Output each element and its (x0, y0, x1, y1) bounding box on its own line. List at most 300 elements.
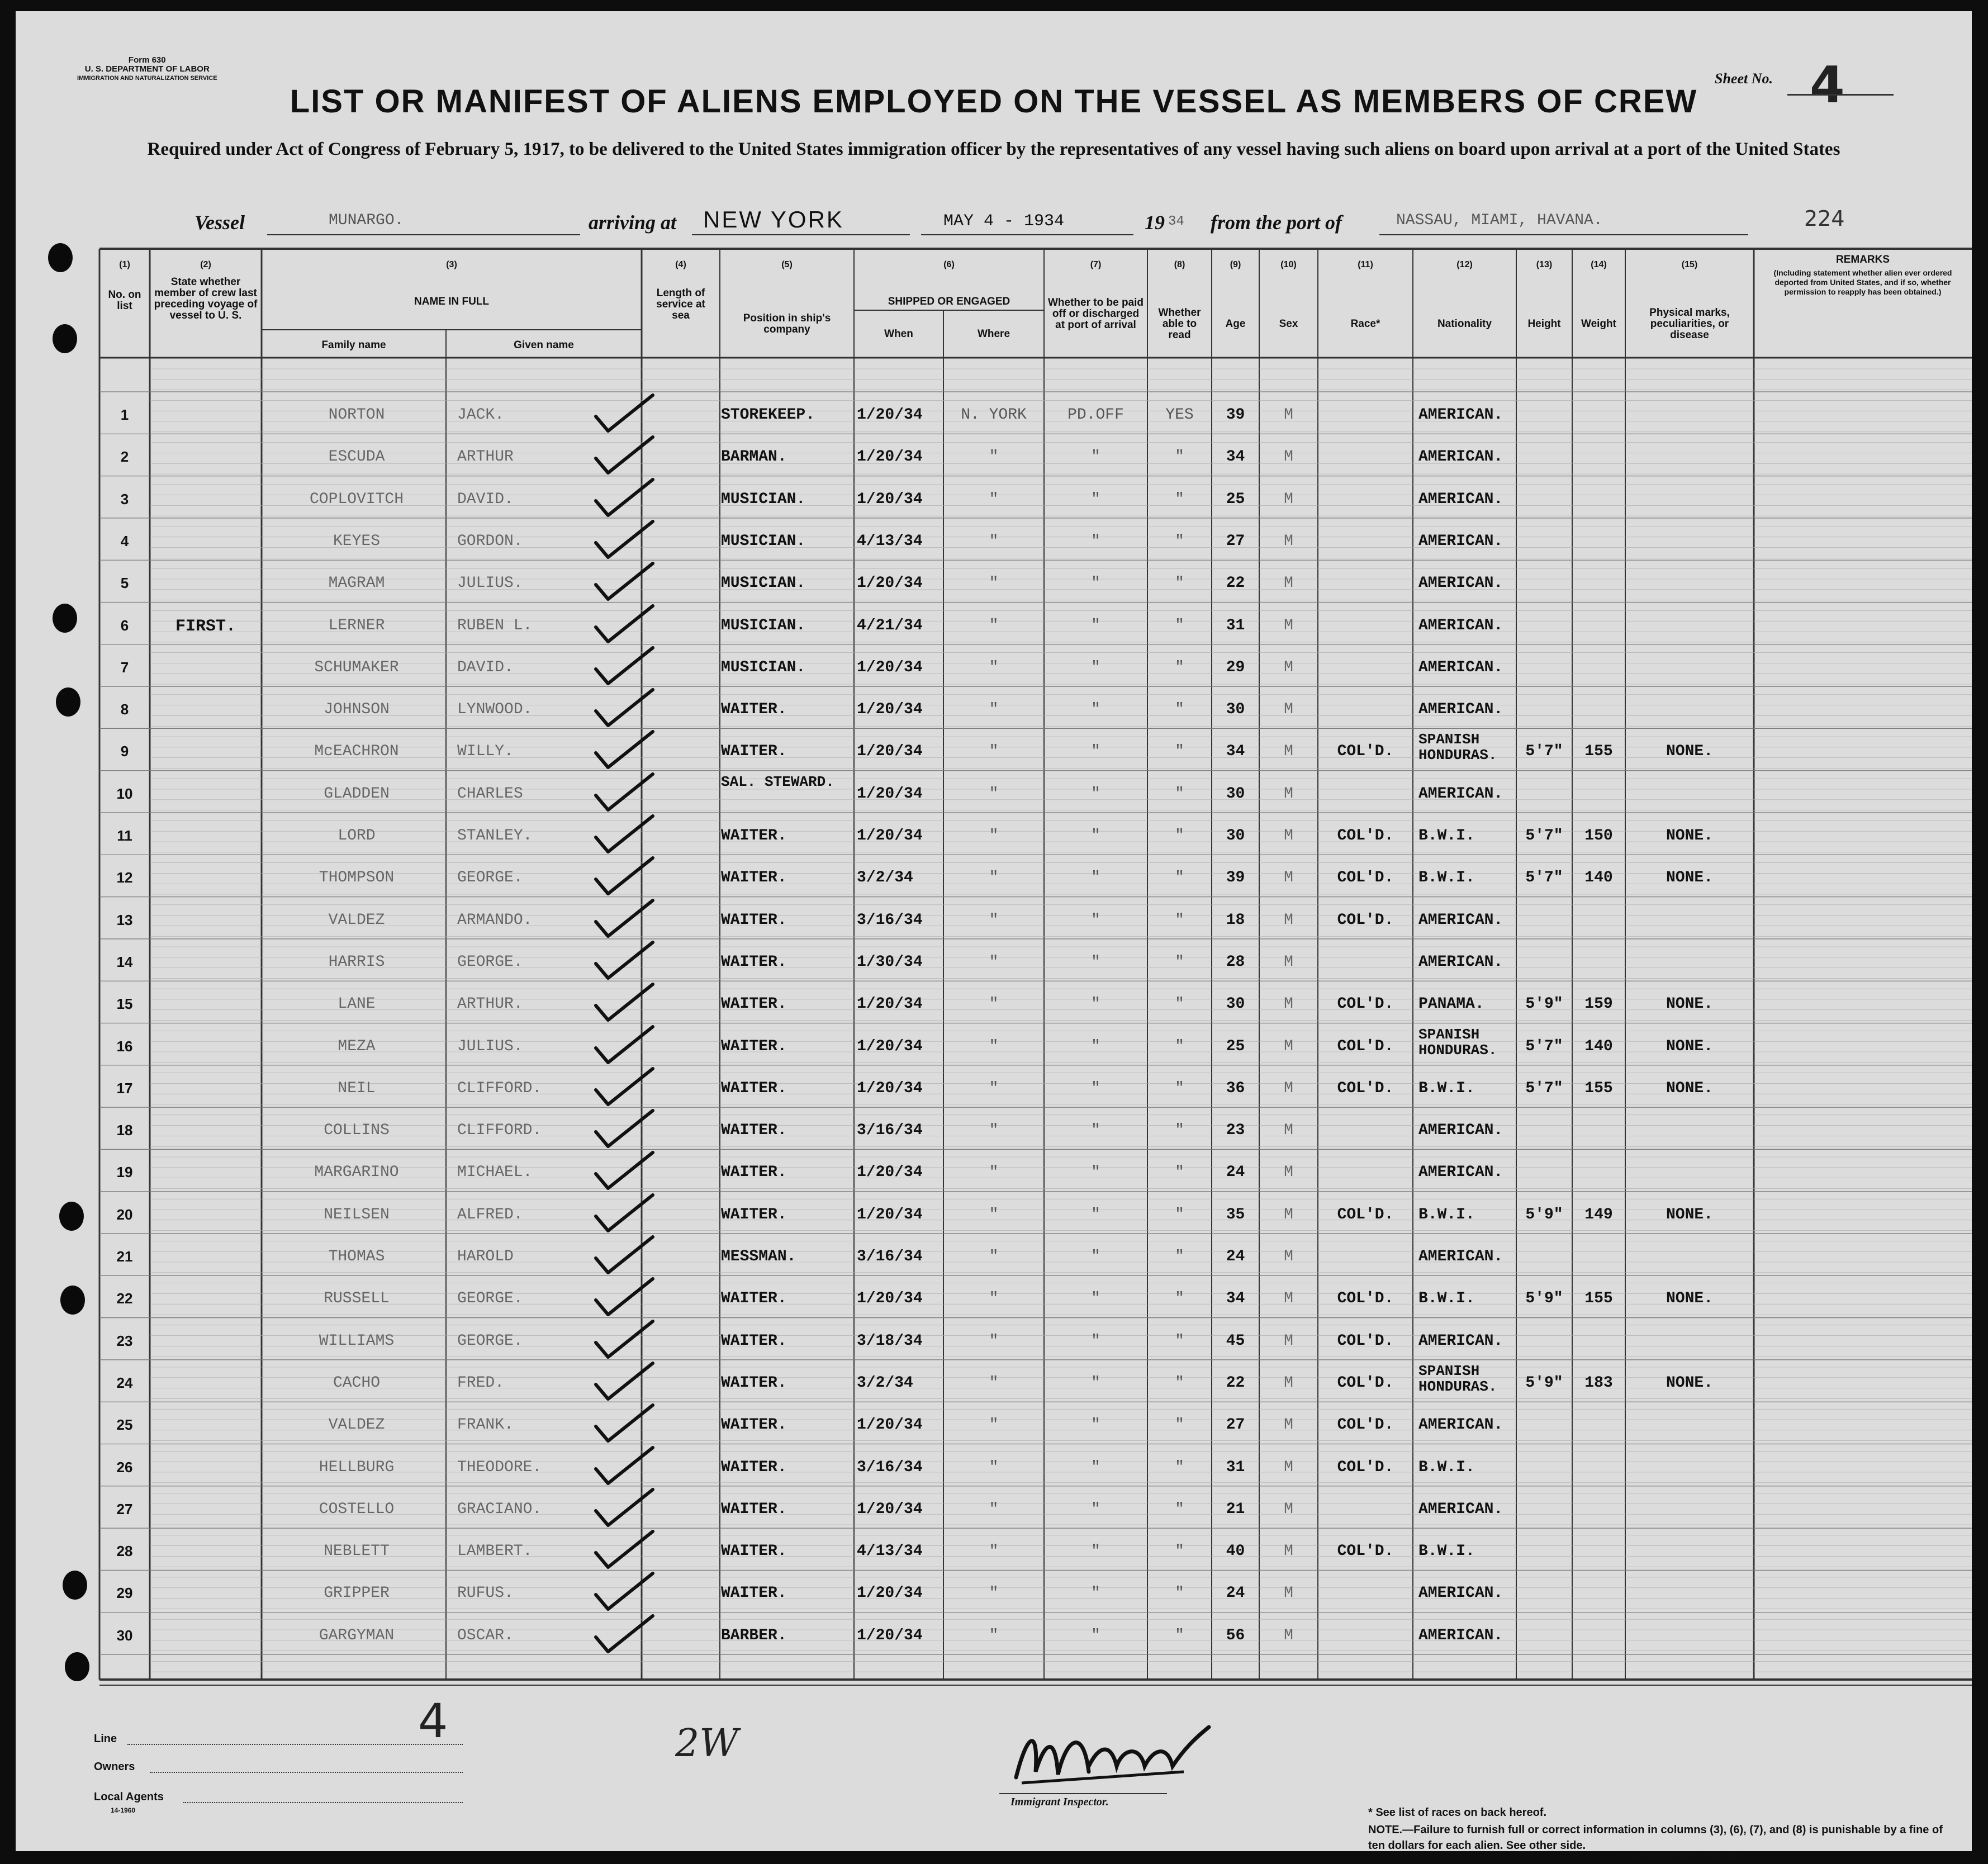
remarks-note: (Including statement whether alien ever ordered deported from United States, and if so, whether permission to reapply has been obtained.) (1773, 268, 1952, 296)
able-to-read: " (1175, 1626, 1184, 1644)
check-mark-icon (591, 518, 658, 563)
given-name: LAMBERT. (457, 1543, 533, 1561)
given-name: GRACIANO. (457, 1500, 542, 1518)
nationality: AMERICAN. (1418, 953, 1503, 971)
given-name: CHARLES (457, 785, 523, 803)
shipped-when: 1/20/34 (857, 1585, 923, 1602)
weight: 140 (1584, 1037, 1613, 1055)
age: 25 (1226, 490, 1245, 508)
nationality: AMERICAN. (1418, 1585, 1503, 1602)
height: 5'9" (1525, 1290, 1563, 1308)
row-number: 25 (116, 1416, 133, 1434)
col-7-header: Whether to be paid off or discharged at port of arrival (1048, 297, 1144, 331)
col-13-header: Height (1527, 318, 1561, 330)
row-number: 8 (120, 701, 129, 718)
able-to-read: " (1175, 1543, 1184, 1561)
row-number: 17 (116, 1079, 133, 1097)
able-to-read: " (1175, 827, 1184, 845)
shipped-where: " (989, 1458, 999, 1476)
col-5-num: (5) (781, 260, 793, 269)
race: COL'D. (1337, 869, 1394, 887)
family-name: ESCUDA (328, 448, 385, 466)
row-number: 29 (116, 1585, 133, 1602)
shipped-where: " (989, 743, 999, 761)
paid-off: " (1091, 1585, 1100, 1602)
col-14-header: Weight (1581, 318, 1616, 330)
check-mark-icon (591, 1570, 658, 1615)
shipped-where: " (989, 701, 999, 719)
check-mark-icon (591, 1360, 658, 1405)
paid-off: " (1091, 490, 1100, 508)
race: COL'D. (1337, 1416, 1394, 1434)
position: WAITER. (721, 1543, 787, 1561)
race: COL'D. (1337, 1374, 1394, 1392)
able-to-read: YES (1165, 406, 1194, 424)
paid-off: " (1091, 995, 1100, 1013)
nationality: AMERICAN. (1418, 575, 1503, 592)
check-mark-icon (591, 728, 658, 773)
nationality: AMERICAN. (1418, 658, 1503, 676)
shipped-when: 4/13/34 (857, 532, 923, 550)
age: 31 (1226, 616, 1245, 634)
col-14-num: (14) (1591, 260, 1607, 269)
nationality: B.W.I. (1418, 869, 1475, 887)
row-number: 11 (117, 827, 132, 844)
shipped-when: 1/20/34 (857, 1079, 923, 1097)
age: 45 (1226, 1332, 1245, 1350)
from-port: NASSAU, MIAMI, HAVANA. (1396, 212, 1603, 229)
check-mark-icon (591, 813, 658, 857)
vessel-name: MUNARGO. (329, 212, 404, 229)
row-number: 4 (120, 532, 129, 549)
shipped-where: " (989, 1626, 999, 1644)
weight: 155 (1584, 1290, 1613, 1308)
able-to-read: " (1175, 1458, 1184, 1476)
position: MESSMAN. (721, 1248, 796, 1265)
position: WAITER. (721, 1290, 787, 1308)
given-name: OSCAR. (457, 1626, 514, 1644)
height: 5'7" (1525, 827, 1563, 845)
col-9-header: Age (1225, 318, 1246, 330)
position: WAITER. (721, 1037, 787, 1055)
col-8-header: Whether able to read (1158, 307, 1201, 341)
position: WAITER. (721, 1458, 787, 1476)
age: 24 (1226, 1164, 1245, 1182)
given-name: CLIFFORD. (457, 1122, 542, 1140)
owners-underline (150, 1772, 463, 1773)
shipped-where: " (989, 1543, 999, 1561)
age: 30 (1226, 995, 1245, 1013)
race: COL'D. (1337, 827, 1394, 845)
family-name: KEYES (333, 532, 380, 550)
col-5-header: Position in ship's company (743, 312, 831, 335)
position: WAITER. (721, 1206, 787, 1223)
sex: M (1284, 1585, 1293, 1602)
family-name: THOMPSON (319, 869, 395, 887)
binder-hole (56, 687, 80, 717)
row-number: 6 (120, 616, 129, 634)
given-name: HAROLD (457, 1248, 514, 1265)
able-to-read: " (1175, 1037, 1184, 1055)
age: 40 (1226, 1543, 1245, 1561)
able-to-read: " (1175, 448, 1184, 466)
nationality: B.W.I. (1418, 1543, 1475, 1561)
physical-marks: NONE. (1666, 1290, 1713, 1308)
previous-voyage: FIRST. (175, 616, 236, 636)
sex: M (1284, 1290, 1293, 1308)
family-name: MARGARINO (314, 1164, 399, 1182)
sex: M (1284, 1458, 1293, 1476)
paid-off: " (1091, 1290, 1100, 1308)
weight: 149 (1584, 1206, 1613, 1223)
paid-off: " (1091, 575, 1100, 592)
shipped-where: " (989, 490, 999, 508)
check-mark-icon (591, 1107, 658, 1152)
line-underline (127, 1744, 463, 1745)
given-name: JULIUS. (457, 575, 523, 592)
row-number: 5 (120, 575, 129, 592)
able-to-read: " (1175, 995, 1184, 1013)
shipped-where: " (989, 1079, 999, 1097)
paid-off: " (1091, 1332, 1100, 1350)
weight: 155 (1584, 1079, 1613, 1097)
check-mark-icon (591, 392, 658, 437)
able-to-read: " (1175, 532, 1184, 550)
check-mark-icon (591, 476, 658, 521)
able-to-read: " (1175, 1585, 1184, 1602)
height: 5'9" (1525, 1206, 1563, 1223)
given-name: GEORGE. (457, 1290, 523, 1308)
position: WAITER. (721, 701, 787, 719)
row-number: 28 (116, 1543, 133, 1560)
shipped-when: 1/20/34 (857, 1206, 923, 1223)
family-name: McEACHRON (314, 743, 399, 761)
sex: M (1284, 911, 1293, 929)
form-department: U. S. DEPARTMENT OF LABOR (84, 64, 210, 74)
given-name-header: Given name (514, 339, 574, 351)
paid-off: " (1091, 658, 1100, 676)
shipped-when: 1/20/34 (857, 785, 923, 803)
weight: 159 (1584, 995, 1613, 1013)
col-3-header: NAME IN FULL (414, 296, 490, 307)
initials-mark: 2W (675, 1721, 739, 1766)
penalty-note: NOTE.—Failure to furnish full or correct information in columns (3), (6), (7), and (8) is punishable by a fine of ten dollars for each alien. See other side. (1368, 1824, 1943, 1852)
sex: M (1284, 406, 1293, 424)
owners-label: Owners (94, 1761, 135, 1773)
check-mark-icon (591, 434, 658, 478)
shipped-where: " (989, 827, 999, 845)
family-name: CACHO (333, 1374, 380, 1392)
check-mark-icon (591, 1612, 658, 1657)
sex: M (1284, 1248, 1293, 1265)
check-mark-icon (591, 981, 658, 1026)
age: 21 (1226, 1500, 1245, 1518)
sheet-label: Sheet No. (1715, 70, 1773, 87)
age: 34 (1226, 1290, 1245, 1308)
paid-off: " (1091, 1458, 1100, 1476)
nationality: SPANISH HONDURAS. (1418, 1026, 1497, 1059)
age: 30 (1226, 785, 1245, 803)
age: 39 (1226, 406, 1245, 424)
shipped-where: " (989, 658, 999, 676)
family-name: VALDEZ (328, 911, 385, 929)
position: SAL. STEWARD. (721, 773, 834, 790)
nationality: AMERICAN. (1418, 448, 1503, 466)
given-name: GEORGE. (457, 1332, 523, 1350)
age: 24 (1226, 1585, 1245, 1602)
height: 5'9" (1525, 1374, 1563, 1392)
age: 23 (1226, 1122, 1245, 1140)
sex: M (1284, 1122, 1293, 1140)
paid-off: " (1091, 532, 1100, 550)
nationality: AMERICAN. (1418, 616, 1503, 634)
nationality: AMERICAN. (1418, 532, 1503, 550)
given-name: STANLEY. (457, 827, 533, 845)
sex: M (1284, 1164, 1293, 1182)
family-name: NEILSEN (324, 1206, 390, 1223)
shipped-where: " (989, 1164, 999, 1182)
shipped-where: N. YORK (961, 406, 1027, 424)
paid-off: " (1091, 785, 1100, 803)
shipped-where: " (989, 1248, 999, 1265)
given-name: FRED. (457, 1374, 505, 1392)
given-name: RUFUS. (457, 1585, 514, 1602)
page-subtitle: Required under Act of Congress of February 5, 1917, to be delivered to the United States immigration officer by the representatives of any vessel having such aliens on board upon arrival at a port of the United States (147, 139, 1840, 159)
height: 5'7" (1525, 1037, 1563, 1055)
shipped-when: 4/13/34 (857, 1543, 923, 1561)
physical-marks: NONE. (1666, 743, 1713, 761)
physical-marks: NONE. (1666, 869, 1713, 887)
shipped-where: " (989, 1122, 999, 1140)
given-name: GEORGE. (457, 953, 523, 971)
col-6-header: SHIPPED OR ENGAGED (888, 296, 1010, 307)
paid-off: " (1091, 1626, 1100, 1644)
row-number: 7 (120, 658, 129, 676)
height: 5'7" (1525, 743, 1563, 761)
able-to-read: " (1175, 1206, 1184, 1223)
able-to-read: " (1175, 1290, 1184, 1308)
paid-off: " (1091, 827, 1100, 845)
age: 30 (1226, 827, 1245, 845)
shipped-when: 1/30/34 (857, 953, 923, 971)
sex: M (1284, 1332, 1293, 1350)
row-number: 19 (116, 1164, 133, 1181)
able-to-read: " (1175, 616, 1184, 634)
row-number: 30 (116, 1626, 133, 1644)
row-number: 13 (116, 911, 133, 928)
family-name: MEZA (338, 1037, 376, 1055)
col-2-num: (2) (200, 260, 211, 269)
paid-off: " (1091, 1164, 1100, 1182)
paid-off: " (1091, 448, 1100, 466)
age: 28 (1226, 953, 1245, 971)
nationality: AMERICAN. (1418, 1164, 1503, 1182)
nationality: SPANISH HONDURAS. (1418, 1362, 1497, 1395)
check-mark-icon (591, 560, 658, 605)
height: 5'7" (1525, 1079, 1563, 1097)
paid-off: " (1091, 1500, 1100, 1518)
nationality: B.W.I. (1418, 1206, 1475, 1223)
shipped-when: 1/20/34 (857, 995, 923, 1013)
row-number: 23 (116, 1332, 133, 1349)
check-mark-icon (591, 644, 658, 689)
sex: M (1284, 575, 1293, 592)
able-to-read: " (1175, 658, 1184, 676)
shipped-when: 1/20/34 (857, 827, 923, 845)
shipped-when: 3/18/34 (857, 1332, 923, 1350)
position: WAITER. (721, 827, 787, 845)
paid-off: " (1091, 1416, 1100, 1434)
form-code: 14-1960 (111, 1806, 136, 1814)
col-11-header: Race* (1350, 318, 1380, 330)
nationality: AMERICAN. (1418, 1416, 1503, 1434)
shipped-when: 1/20/34 (857, 490, 923, 508)
physical-marks: NONE. (1666, 1079, 1713, 1097)
paid-off: " (1091, 953, 1100, 971)
age: 34 (1226, 448, 1245, 466)
row-number: 21 (116, 1248, 133, 1265)
physical-marks: NONE. (1666, 1374, 1713, 1392)
age: 31 (1226, 1458, 1245, 1476)
physical-marks: NONE. (1666, 995, 1713, 1013)
position: WAITER. (721, 743, 787, 761)
shipped-when: 1/20/34 (857, 1500, 923, 1518)
given-name: DAVID. (457, 490, 514, 508)
binder-hole (53, 604, 77, 633)
col-3-num: (3) (446, 260, 457, 269)
family-name: COSTELLO (319, 1500, 395, 1518)
sex: M (1284, 1037, 1293, 1055)
nationality: AMERICAN. (1418, 785, 1503, 803)
position: BARBER. (721, 1626, 787, 1644)
line-value: 4 (418, 1694, 448, 1748)
col-7-num: (7) (1090, 260, 1102, 269)
position: WAITER. (721, 1122, 787, 1140)
col-1-header: No. on list (108, 289, 141, 312)
position: MUSICIAN. (721, 658, 806, 676)
shipped-when: 1/20/34 (857, 575, 923, 592)
family-name: SCHUMAKER (314, 658, 399, 676)
shipped-where: " (989, 995, 999, 1013)
race: COL'D. (1337, 1543, 1394, 1561)
given-name: WILLY. (457, 743, 514, 761)
nationality: AMERICAN. (1418, 701, 1503, 719)
row-number: 12 (116, 869, 133, 886)
position: MUSICIAN. (721, 490, 806, 508)
arriving-label: arriving at (589, 211, 677, 234)
position: WAITER. (721, 1079, 787, 1097)
sex: M (1284, 616, 1293, 634)
agents-underline (183, 1802, 463, 1803)
age: 35 (1226, 1206, 1245, 1223)
paid-off: " (1091, 1122, 1100, 1140)
print-office: U. S. GOVERNMENT PRINTING OFFICE: 1933 (1620, 1853, 1740, 1860)
shipped-when: 3/16/34 (857, 1122, 923, 1140)
row-number: 9 (120, 743, 129, 760)
position: WAITER. (721, 1500, 787, 1518)
check-mark-icon (591, 1275, 658, 1320)
row-number: 1 (120, 406, 129, 423)
race: COL'D. (1337, 911, 1394, 929)
col-4-num: (4) (675, 260, 686, 269)
shipped-where: " (989, 911, 999, 929)
able-to-read: " (1175, 575, 1184, 592)
col-13-num: (13) (1536, 260, 1553, 269)
check-mark-icon (591, 855, 658, 899)
row-number: 3 (120, 490, 129, 507)
check-mark-icon (591, 603, 658, 647)
sex: M (1284, 953, 1293, 971)
arrival-date: MAY 4 - 1934 (943, 212, 1065, 231)
able-to-read: " (1175, 490, 1184, 508)
position: WAITER. (721, 1416, 787, 1434)
nationality: SPANISH HONDURAS. (1418, 731, 1497, 764)
col-10-num: (10) (1280, 260, 1297, 269)
age: 22 (1226, 575, 1245, 592)
manifest-page (16, 11, 1972, 1860)
paid-off: " (1091, 1206, 1100, 1223)
physical-marks: NONE. (1666, 1037, 1713, 1055)
shipped-where: " (989, 1037, 999, 1055)
col-15-num: (15) (1681, 260, 1698, 269)
family-name: LORD (338, 827, 376, 845)
given-name: GORDON. (457, 532, 523, 550)
able-to-read: " (1175, 1500, 1184, 1518)
age: 29 (1226, 658, 1245, 676)
sex: M (1284, 1416, 1293, 1434)
position: WAITER. (721, 1374, 787, 1392)
nationality: PANAMA. (1418, 995, 1484, 1013)
able-to-read: " (1175, 1416, 1184, 1434)
shipped-when: 1/20/34 (857, 448, 923, 466)
shipped-when: 3/16/34 (857, 1458, 923, 1476)
row-number: 22 (116, 1290, 133, 1307)
check-mark-icon (591, 1065, 658, 1110)
sex: M (1284, 448, 1293, 466)
nationality: AMERICAN. (1418, 406, 1503, 424)
position: MUSICIAN. (721, 575, 806, 592)
shipped-when: 1/20/34 (857, 701, 923, 719)
col-4-header: Length of service at sea (656, 287, 705, 321)
position: WAITER. (721, 911, 787, 929)
nationality: B.W.I. (1418, 1079, 1475, 1097)
age: 24 (1226, 1248, 1245, 1265)
sex: M (1284, 1626, 1293, 1644)
sex: M (1284, 1543, 1293, 1561)
nationality: AMERICAN. (1418, 1332, 1503, 1350)
shipped-when: 3/16/34 (857, 911, 923, 929)
shipped-where: " (989, 1290, 999, 1308)
paid-off: " (1091, 701, 1100, 719)
row-number: 24 (116, 1374, 133, 1391)
race: COL'D. (1337, 1206, 1394, 1223)
age: 39 (1226, 869, 1245, 887)
row-number: 20 (116, 1206, 133, 1223)
shipped-when: 1/20/34 (857, 406, 923, 424)
shipped-where: " (989, 953, 999, 971)
arriving-port: NEW YORK (703, 206, 844, 233)
shipped-where: " (989, 575, 999, 592)
sex: M (1284, 869, 1293, 887)
family-name: JOHNSON (324, 701, 390, 719)
weight: 150 (1584, 827, 1613, 845)
check-mark-icon (591, 939, 658, 984)
shipped-when: 3/2/34 (857, 1374, 913, 1392)
given-name: ARMANDO. (457, 911, 533, 929)
family-name: NORTON (328, 406, 385, 424)
age: 34 (1226, 743, 1245, 761)
paid-off: " (1091, 911, 1100, 929)
